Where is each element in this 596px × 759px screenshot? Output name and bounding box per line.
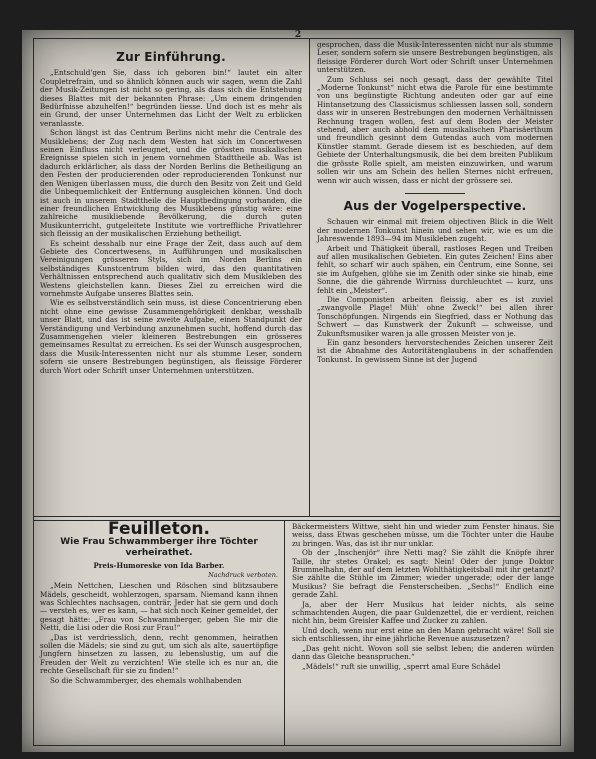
- vogel-paragraph: Ein ganz besonders hervorstechendes Zeichen unserer Zeit ist die Abnahme des Autoritätenglaubens in der schaffenden Tonkunst. In gewissem Sinne ist der Jugend: [317, 338, 553, 364]
- vogel-title: Aus der Vogelperspective.: [343, 198, 527, 213]
- feuilleton-cont-paragraph: Ob der „Inschenjör“ ihre Netti mag? Sie zählt die Knöpfe ihrer Taille, ihr stetes Orakel; es sagt: Nein! Oder der junge Doktor Brummelhahn, der auf dem letzten Wohlthätigkeitsball mit ihr getanzt? Sie zählte die Stühle im Zimmer; wieder ungerade; oder der lange Musikus? Sie befragt die Fensterscheiben. „Sechs!“ Endlich eine gerade Zahl.: [292, 548, 554, 600]
- intro-cont-paragraph: Zum Schluss sei noch gesagt, dass der gewählte Titel „Moderne Tonkunst“ nicht etwa die Parole für eine bestimmte von uns begünstigte Richtung andeuten oder gar auf eine Hintansetzung des Classicismus schliessen lassen soll, sondern dass wir in unseren Bestrebungen den modernen Verhältnissen Rechnung tragen wollen, fest auf dem Boden der Meister stehend, aber auch abhold dem musikalischen Pharisäerthum und freundlich gesinnt dem Gutendas auch vom modernen Künstler stammt. Gerade diesem ist es beschieden, auf dem Gebiete der Unterhaltungsmusik, die bei dem breiten Publikum die grösste Rolle spielt, am meisten einzuwirken, und warum sollen wir uns am Schein des hellen Sternes nicht erfreuen, wenn wir auch wissen, dass er nicht der grössere sei.: [317, 74, 553, 185]
- intro-paragraph: „Entschuld'gen Sie, dass ich geboren bin!“ lautet ein alter Coupletrefrain, und so ähnlich können auch wir sagen, wenn die Zahl der Musik-Zeitungen ist nicht so gering, als dass sich die Entstehung dieses Blattes mit der bekannten Phrase: „Um einem dringenden Bedürfnisse abzuhelfen!“ begründen liesse. Und doch ist es mehr als ein Grund, der unser Unternehmen das Licht der Welt zu erblicken veranlasste.: [40, 68, 302, 128]
- vogel-column: [317, 41, 553, 365]
- page-number: 2: [294, 30, 302, 40]
- page-frame: [33, 38, 561, 746]
- story-title: Wie Frau Schwammberger ihre Töchter verheirathet.: [60, 537, 258, 559]
- reprint-note: Nachdruck verboten.: [208, 570, 278, 579]
- feuilleton-cont-paragraph: „Mädels!“ ruft sie unwillig, „sperrt amal Eure Schädel: [302, 661, 501, 671]
- feuilleton-cont-paragraph: Bäckermeisters Wittwe, sieht hin und wieder zum Fenster hinaus. Sie weiss, dass Etwas geschehen müsse, um die Töchter unter die Haube zu bringen. Was, das ist ihr nur unklar.: [292, 522, 554, 548]
- newspaper-page: [22, 30, 574, 752]
- feuilleton-column-divider: [284, 520, 285, 745]
- intro-paragraph: Schon längst ist das Centrum Berlins nicht mehr die Centrale des Musiklebens; der Zug nach dem Westen hat sich im Concertwesen seinen Einfluss nicht verleugnet, und die grössten musikalischen Ereignisse spielen sich in jenem vornehmen Stadttheile ab. Was ist dadurch erklärlicher, als dass der Norden Berlins die Betheiligung an den Festen der producierenden oder reproducierenden Tonkunst nur den Wenigen überlassen muss, die durch den Besitz von Zeit und Geld die Unbequemlichkeit der Entfernung ausgleichen können. Und doch ist auch in unserem Stadttheile die Hauptbedingung vorhanden, die einer freundlichen Entwicklung des Musiklebens günstig wäre: eine zahlreiche musikliebende Bevölkerung, die durch guten Musikunterricht, gutgeleitete Institute wie vortreffliche Privatlehrer sich fleissig an der musikalischen Erziehung betheiligt.: [40, 128, 302, 239]
- feuilleton-paragraph: So die Schwammberger, des ehemals wohlhabenden: [50, 675, 242, 685]
- intro-column: [40, 45, 302, 376]
- feuilleton-paragraph: „Das ist verdriesslich, denn, recht genommen, heirathen sollen die Mädels; sie sind zu gut, um sich als alte, sauertöpfige Jungfern hinsetzen zu lassen, zu lebenslustig, um auf die Freuden der Welt zu verzichten! Wie stelle ich es nur an, die rechte Gesellschaft für sie zu finden!“: [40, 632, 278, 676]
- feuilleton-cont-paragraph: Ja, aber der Herr Musikus hat leider nichts, als seine schmachtenden Augen, die paar Guldenzettel, die er verdient, reichen nicht hin, beim Greisler Kaffee und Zucker zu zahlen.: [292, 599, 554, 626]
- vogel-paragraph: Die Componisten arbeiten fleissig, aber es ist zuviel „zwangvolle Plage! Müh' ohne Zweck!“ bei allen ihrer Tonschöpfungen. Nirgends ein Siegfried, dass er Nothung das Schwert — das Kunstwerk der Zukunft — schweisse, und Zukunftsmusiker waren ja alle grossen Meister von je.: [317, 294, 553, 338]
- feuilleton-cont-paragraph: Und doch, wenn nur erst eine an den Mann gebracht wäre! Soll sie sich entschliessen, ihr eine jährliche Revenue auszusetzen?: [292, 625, 554, 644]
- vogel-paragraph: Schauen wir einmal mit freiem objectiven Blick in die Welt der modernen Tonkunst hinein und sehen wir, wie es um die Jahreswende 1893—94 im Musikleben zugeht.: [317, 217, 553, 244]
- feuilleton-title: Feuilleton.: [108, 519, 210, 539]
- story-byline: Preis-Humoreske von Ida Barber.: [93, 561, 225, 571]
- intro-cont-paragraph: gesprochen, dass die Musik-Interessenten nicht nur als stumme Leser, sondern sofern sie unsere Bestrebungen begünstigen, als fleissige Förderer durch Wort oder Schrift unser Unternehmen unterstützen.: [317, 40, 553, 75]
- vogel-paragraph: Arbeit und Thätigkeit überall, rastloses Regen und Treiben auf allen musikalischen Gebieten. Ein gutes Zeichen! Eins aber fehlt, so scharf wir auch spähen, ein Centrum, eine Sonne, sei sie im Aufgehen, glühe sie im Zenith oder sinke sie hinab, eine Sonne, die die gährende Wirrniss durchleuchtet — kurz, uns fehlt ein „Meister“.: [317, 243, 553, 295]
- feuilleton-paragraph: „Mein Nettchen, Lieschen und Röschen sind blitzsaubere Mädels, gescheidt, wohlerzogen, sparsam. Niemand kann ihnen was Schlechtes nachsagen, conträr, Jeder hat sie gern und doch — versteh es, wer es kann, — hat sich noch Keiner gemeldet, der gesagt hätte: „Frau von Schwammberger, geben Sie mir die Netti, die Lisi oder die Rosi zur Frau!“: [40, 581, 278, 633]
- intro-paragraph: Wie es selbstverständlich sein muss, ist diese Concentrierung eben nicht ohne eine gewisse Zusammengehörigkeit denkbar, wesshalb unser Blatt, und das ist seine zweite Aufgabe, einen Standpunkt der Verständigung und Verbindung anzunehmen sucht, hoffend durch das Zusammengehen vieler kleineren Bestrebungen ein grösseres gemeinsames Resultat zu erreichen. Es sei der Wunsch ausgesprochen, dass die Musik-Interessenten nicht nur als stumme Leser, sondern sofern sie unsere Bestrebungen begünstigen, als fleissige Förderer durch Wort oder Schrift unser Unternehmen unterstützen.: [40, 298, 302, 375]
- feuilleton-cont-paragraph: „Das geht nicht. Wovon soll sie selbst leben; die anderen würden dann das Gleiche beanspruchen.“: [292, 643, 554, 662]
- feuilleton-column: [40, 519, 278, 686]
- feuilleton-cont-column: [292, 523, 554, 672]
- section-rule: [405, 193, 465, 194]
- intro-title: Zur Einführung.: [116, 50, 226, 64]
- intro-paragraph: Es scheint desshalb nur eine Frage der Zeit, dass auch auf dem Gebiete des Concertwesens, in Aufführungen und musikalischen Vereinigungen grösseren Styls, sich im Norden Berlins ein selbständiges Kunstcentrum bilden wird, das den quantitativen Verhältnissen entsprechend auch qualitativ sich dem Musikleben des Westens gleichstellen kann. Dieses Ziel zu erreichen wird die vornehmste Aufgabe unseres Blattes sein.: [40, 238, 302, 298]
- column-divider: [309, 39, 310, 516]
